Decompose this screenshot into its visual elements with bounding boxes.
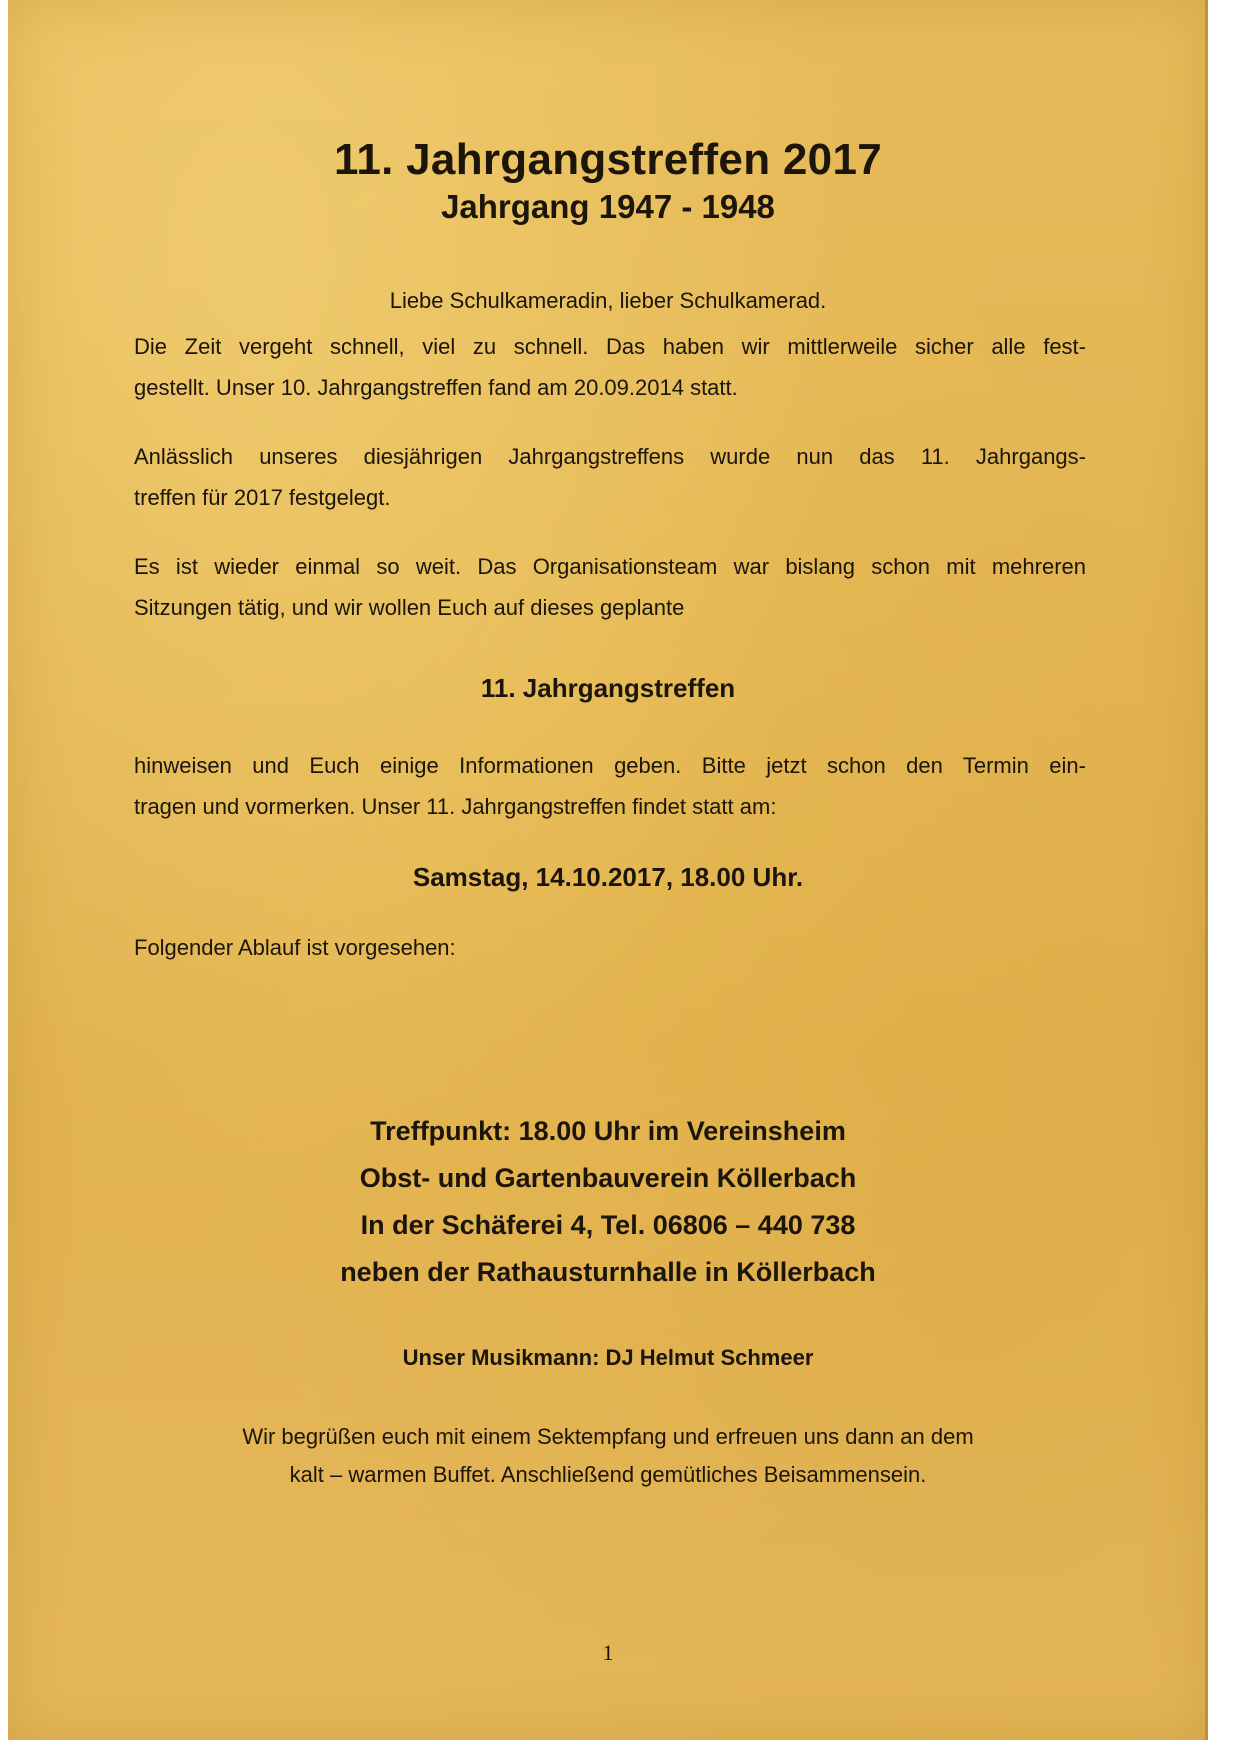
paragraph-announcement [134, 745, 1086, 827]
paragraph-line: Die Zeit vergeht schnell, viel zu schnell. Das haben wir mittlerweile sicher alle fest- [134, 334, 1086, 359]
paragraph-line: Anlässlich unseres diesjährigen Jahrgangstreffens wurde nun das 11. Jahrgangs- [134, 444, 1086, 469]
paragraph-line: gestellt. Unser 10. Jahrgangstreffen fand am 20.09.2014 statt. [134, 375, 738, 400]
paragraph-line: Sitzungen tätig, und wir wollen Euch auf dieses geplante [134, 595, 685, 620]
paragraph-line: Folgender Ablauf ist vorgesehen: [134, 935, 456, 960]
document-subtitle: Jahrgang 1947 - 1948 [441, 188, 775, 225]
paragraph-intro [134, 326, 1086, 408]
event-date: Samstag, 14.10.2017, 18.00 Uhr. [412, 862, 804, 892]
greeting-line: Liebe Schulkameradin, lieber Schulkamerad. [389, 288, 827, 313]
event-heading: 11. Jahrgangstreffen [480, 673, 736, 703]
meeting-point-line: neben der Rathausturnhalle in Köllerbach [340, 1257, 876, 1287]
meeting-point-line: Treffpunkt: 18.00 Uhr im Vereinsheim [370, 1116, 846, 1146]
meeting-point-line: In der Schäferei 4, Tel. 06806 – 440 738 [360, 1210, 856, 1240]
document-page [8, 0, 1208, 1740]
schedule-intro [134, 927, 1086, 968]
paragraph-line: tragen und vormerken. Unser 11. Jahrgangstreffen findet statt am: [134, 794, 777, 819]
paragraph-occasion [134, 436, 1086, 518]
paragraph-line: hinweisen und Euch einige Informationen geben. Bitte jetzt schon den Termin ein- [134, 753, 1086, 778]
meeting-point-line: Obst- und Gartenbauverein Köllerbach [359, 1163, 857, 1193]
closing-line: kalt – warmen Buffet. Anschließend gemütliches Beisammensein. [289, 1462, 927, 1487]
closing-paragraph [8, 1418, 1208, 1494]
paragraph-line: treffen für 2017 festgelegt. [134, 485, 391, 510]
paragraph-line: Es ist wieder einmal so weit. Das Organisationsteam war bislang schon mit mehreren [134, 554, 1086, 579]
music-info: Unser Musikmann: DJ Helmut Schmeer [402, 1345, 814, 1370]
closing-line: Wir begrüßen euch mit einem Sektempfang und erfreuen uns dann an dem [242, 1424, 974, 1449]
meeting-point-block [8, 1108, 1208, 1296]
paragraph-organisation [134, 546, 1086, 628]
document-title: 11. Jahrgangstreffen 2017 [334, 135, 882, 184]
page-number: 1 [602, 1640, 614, 1665]
